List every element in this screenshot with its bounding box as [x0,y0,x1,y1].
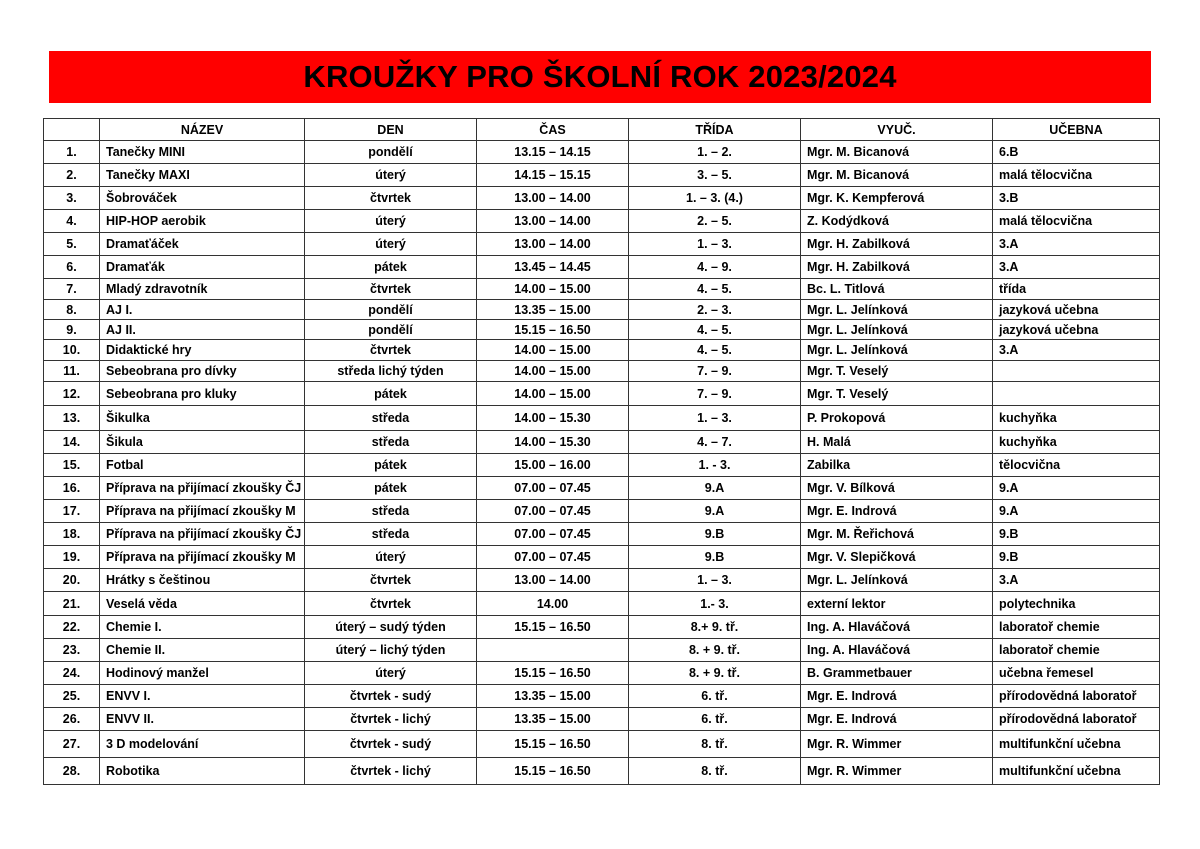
time-cell: 14.00 – 15.00 [477,361,629,382]
row-number-cell: 2. [44,164,100,187]
class-cell: 4. – 5. [629,340,801,361]
page-title: KROUŽKY PRO ŠKOLNÍ ROK 2023/2024 [303,59,897,94]
room-cell: třída [993,279,1160,300]
row-number-cell: 12. [44,382,100,406]
day-cell: pondělí [305,320,477,340]
row-number-cell: 6. [44,256,100,279]
table-row [44,662,1160,685]
table-row [44,569,1160,592]
day-cell: čtvrtek [305,279,477,300]
day-cell: čtvrtek - sudý [305,731,477,758]
header-teacher: VYUČ. [801,119,993,141]
table-row [44,320,1160,340]
class-cell: 7. – 9. [629,361,801,382]
table-row [44,758,1160,785]
time-cell: 13.15 – 14.15 [477,141,629,164]
room-cell: malá tělocvična [993,164,1160,187]
teacher-cell: Mgr. L. Jelínková [801,300,993,320]
room-cell: 3.A [993,233,1160,256]
club-name-cell: HIP-HOP aerobik [100,210,305,233]
room-cell: laboratoř chemie [993,616,1160,639]
club-name-cell: 3 D modelování [100,731,305,758]
day-cell: čtvrtek [305,592,477,616]
time-cell: 13.35 – 15.00 [477,708,629,731]
header-day: DEN [305,119,477,141]
club-name-cell: Šikulka [100,406,305,431]
time-cell: 15.15 – 16.50 [477,662,629,685]
table-row [44,616,1160,639]
room-cell: učebna řemesel [993,662,1160,685]
header-class: TŘÍDA [629,119,801,141]
teacher-cell: Mgr. V. Bílková [801,477,993,500]
class-cell: 8.+ 9. tř. [629,616,801,639]
row-number-cell: 7. [44,279,100,300]
class-cell: 1. – 3. [629,233,801,256]
day-cell: čtvrtek [305,340,477,361]
row-number-cell: 19. [44,546,100,569]
class-cell: 9.B [629,523,801,546]
room-cell: polytechnika [993,592,1160,616]
class-cell: 4. – 7. [629,431,801,454]
club-name-cell: Sebeobrana pro dívky [100,361,305,382]
class-cell: 7. – 9. [629,382,801,406]
class-cell: 4. – 5. [629,279,801,300]
table-row [44,546,1160,569]
row-number-cell: 10. [44,340,100,361]
table-row [44,382,1160,406]
time-cell: 14.00 – 15.00 [477,340,629,361]
club-name-cell: ENVV I. [100,685,305,708]
header-number [44,119,100,141]
club-name-cell: Sebeobrana pro kluky [100,382,305,406]
teacher-cell: Mgr. R. Wimmer [801,731,993,758]
table-row [44,233,1160,256]
table-row [44,340,1160,361]
schedule-table [43,118,1160,785]
row-number-cell: 18. [44,523,100,546]
teacher-cell: Mgr. M. Řeřichová [801,523,993,546]
table-row [44,431,1160,454]
time-cell: 14.00 – 15.30 [477,406,629,431]
row-number-cell: 22. [44,616,100,639]
club-name-cell: Příprava na přijímací zkoušky ČJ [100,477,305,500]
class-cell: 1.- 3. [629,592,801,616]
day-cell: pondělí [305,141,477,164]
table-row [44,279,1160,300]
room-cell [993,382,1160,406]
row-number-cell: 24. [44,662,100,685]
room-cell: malá tělocvična [993,210,1160,233]
time-cell: 14.15 – 15.15 [477,164,629,187]
room-cell: 9.B [993,546,1160,569]
table-row [44,300,1160,320]
club-name-cell: ENVV II. [100,708,305,731]
row-number-cell: 3. [44,187,100,210]
day-cell: středa [305,500,477,523]
room-cell: 3.A [993,256,1160,279]
row-number-cell: 20. [44,569,100,592]
day-cell: středa lichý týden [305,361,477,382]
row-number-cell: 16. [44,477,100,500]
table-row [44,164,1160,187]
time-cell: 13.00 – 14.00 [477,233,629,256]
time-cell [477,639,629,662]
time-cell: 15.15 – 16.50 [477,616,629,639]
room-cell: jazyková učebna [993,320,1160,340]
row-number-cell: 8. [44,300,100,320]
day-cell: středa [305,523,477,546]
title-banner [49,51,1151,103]
day-cell: úterý [305,233,477,256]
time-cell: 14.00 – 15.00 [477,382,629,406]
room-cell: laboratoř chemie [993,639,1160,662]
class-cell: 9.A [629,477,801,500]
day-cell: čtvrtek [305,569,477,592]
teacher-cell: Zabilka [801,454,993,477]
club-name-cell: Šobrováček [100,187,305,210]
table-row [44,477,1160,500]
time-cell: 13.00 – 14.00 [477,569,629,592]
table-row [44,523,1160,546]
teacher-cell: Ing. A. Hlaváčová [801,616,993,639]
day-cell: čtvrtek - lichý [305,708,477,731]
club-name-cell: Dramaťák [100,256,305,279]
teacher-cell: P. Prokopová [801,406,993,431]
room-cell: 3.A [993,340,1160,361]
row-number-cell: 28. [44,758,100,785]
room-cell: tělocvična [993,454,1160,477]
class-cell: 2. – 3. [629,300,801,320]
club-name-cell: Veselá věda [100,592,305,616]
teacher-cell: Mgr. E. Indrová [801,685,993,708]
class-cell: 3. – 5. [629,164,801,187]
table-row [44,592,1160,616]
day-cell: středa [305,431,477,454]
time-cell: 13.00 – 14.00 [477,210,629,233]
table-row [44,406,1160,431]
club-name-cell: Dramaťáček [100,233,305,256]
teacher-cell: Mgr. T. Veselý [801,361,993,382]
day-cell: čtvrtek [305,187,477,210]
room-cell [993,361,1160,382]
row-number-cell: 11. [44,361,100,382]
day-cell: úterý [305,164,477,187]
teacher-cell: Bc. L. Titlová [801,279,993,300]
header-row [44,119,1160,141]
class-cell: 1. – 3. [629,569,801,592]
table-row [44,187,1160,210]
room-cell: kuchyňka [993,431,1160,454]
teacher-cell: Mgr. H. Zabilková [801,256,993,279]
time-cell: 14.00 [477,592,629,616]
room-cell: 3.B [993,187,1160,210]
day-cell: pátek [305,382,477,406]
teacher-cell: Mgr. M. Bicanová [801,141,993,164]
class-cell: 8. + 9. tř. [629,639,801,662]
row-number-cell: 14. [44,431,100,454]
day-cell: úterý [305,662,477,685]
teacher-cell: externí lektor [801,592,993,616]
time-cell: 15.15 – 16.50 [477,758,629,785]
time-cell: 13.00 – 14.00 [477,187,629,210]
time-cell: 13.35 – 15.00 [477,685,629,708]
class-cell: 6. tř. [629,708,801,731]
class-cell: 1. – 3. [629,406,801,431]
club-name-cell: Chemie I. [100,616,305,639]
class-cell: 6. tř. [629,685,801,708]
row-number-cell: 21. [44,592,100,616]
row-number-cell: 4. [44,210,100,233]
club-name-cell: Fotbal [100,454,305,477]
day-cell: úterý [305,546,477,569]
teacher-cell: B. Grammetbauer [801,662,993,685]
room-cell: multifunkční učebna [993,758,1160,785]
row-number-cell: 5. [44,233,100,256]
table-row [44,685,1160,708]
teacher-cell: Z. Kodýdková [801,210,993,233]
teacher-cell: Mgr. H. Zabilková [801,233,993,256]
header-name: NÁZEV [100,119,305,141]
teacher-cell: Mgr. E. Indrová [801,708,993,731]
day-cell: pátek [305,454,477,477]
club-name-cell: Hrátky s češtinou [100,569,305,592]
club-name-cell: Chemie II. [100,639,305,662]
row-number-cell: 26. [44,708,100,731]
class-cell: 9.B [629,546,801,569]
time-cell: 07.00 – 07.45 [477,523,629,546]
teacher-cell: Mgr. E. Indrová [801,500,993,523]
club-name-cell: Šikula [100,431,305,454]
club-name-cell: AJ II. [100,320,305,340]
row-number-cell: 15. [44,454,100,477]
club-name-cell: Mladý zdravotník [100,279,305,300]
time-cell: 14.00 – 15.30 [477,431,629,454]
room-cell: přírodovědná laboratoř [993,708,1160,731]
row-number-cell: 27. [44,731,100,758]
class-cell: 1. – 3. (4.) [629,187,801,210]
table-row [44,141,1160,164]
table-row [44,454,1160,477]
teacher-cell: Mgr. M. Bicanová [801,164,993,187]
time-cell: 14.00 – 15.00 [477,279,629,300]
day-cell: čtvrtek - sudý [305,685,477,708]
class-cell: 4. – 5. [629,320,801,340]
table-row [44,361,1160,382]
header-room: UČEBNA [993,119,1160,141]
teacher-cell: Mgr. R. Wimmer [801,758,993,785]
class-cell: 4. – 9. [629,256,801,279]
header-time: ČAS [477,119,629,141]
time-cell: 13.45 – 14.45 [477,256,629,279]
table-row [44,731,1160,758]
teacher-cell: Mgr. L. Jelínková [801,569,993,592]
row-number-cell: 13. [44,406,100,431]
class-cell: 1. – 2. [629,141,801,164]
teacher-cell: Mgr. V. Slepičková [801,546,993,569]
day-cell: středa [305,406,477,431]
table-row [44,500,1160,523]
time-cell: 07.00 – 07.45 [477,477,629,500]
room-cell: 6.B [993,141,1160,164]
day-cell: pátek [305,477,477,500]
class-cell: 8. tř. [629,758,801,785]
teacher-cell: Mgr. L. Jelínková [801,320,993,340]
row-number-cell: 17. [44,500,100,523]
teacher-cell: Ing. A. Hlaváčová [801,639,993,662]
row-number-cell: 9. [44,320,100,340]
time-cell: 15.15 – 16.50 [477,731,629,758]
day-cell: pátek [305,256,477,279]
time-cell: 07.00 – 07.45 [477,500,629,523]
table-row [44,256,1160,279]
row-number-cell: 23. [44,639,100,662]
room-cell: 9.B [993,523,1160,546]
time-cell: 15.15 – 16.50 [477,320,629,340]
room-cell: přírodovědná laboratoř [993,685,1160,708]
club-name-cell: Robotika [100,758,305,785]
day-cell: pondělí [305,300,477,320]
club-name-cell: Příprava na přijímací zkoušky ČJ [100,523,305,546]
class-cell: 1. - 3. [629,454,801,477]
room-cell: kuchyňka [993,406,1160,431]
club-name-cell: Tanečky MAXI [100,164,305,187]
class-cell: 8. + 9. tř. [629,662,801,685]
time-cell: 07.00 – 07.45 [477,546,629,569]
club-name-cell: Příprava na přijímací zkoušky M [100,546,305,569]
room-cell: 3.A [993,569,1160,592]
row-number-cell: 1. [44,141,100,164]
club-name-cell: Didaktické hry [100,340,305,361]
table-row [44,639,1160,662]
room-cell: multifunkční učebna [993,731,1160,758]
room-cell: jazyková učebna [993,300,1160,320]
day-cell: úterý – sudý týden [305,616,477,639]
teacher-cell: Mgr. K. Kempferová [801,187,993,210]
club-name-cell: Hodinový manžel [100,662,305,685]
day-cell: úterý [305,210,477,233]
room-cell: 9.A [993,477,1160,500]
day-cell: úterý – lichý týden [305,639,477,662]
class-cell: 9.A [629,500,801,523]
club-name-cell: Příprava na přijímací zkoušky M [100,500,305,523]
day-cell: čtvrtek - lichý [305,758,477,785]
teacher-cell: Mgr. L. Jelínková [801,340,993,361]
row-number-cell: 25. [44,685,100,708]
club-name-cell: AJ I. [100,300,305,320]
club-name-cell: Tanečky MINI [100,141,305,164]
time-cell: 15.00 – 16.00 [477,454,629,477]
room-cell: 9.A [993,500,1160,523]
class-cell: 8. tř. [629,731,801,758]
table-row [44,210,1160,233]
table-row [44,708,1160,731]
time-cell: 13.35 – 15.00 [477,300,629,320]
teacher-cell: H. Malá [801,431,993,454]
teacher-cell: Mgr. T. Veselý [801,382,993,406]
class-cell: 2. – 5. [629,210,801,233]
